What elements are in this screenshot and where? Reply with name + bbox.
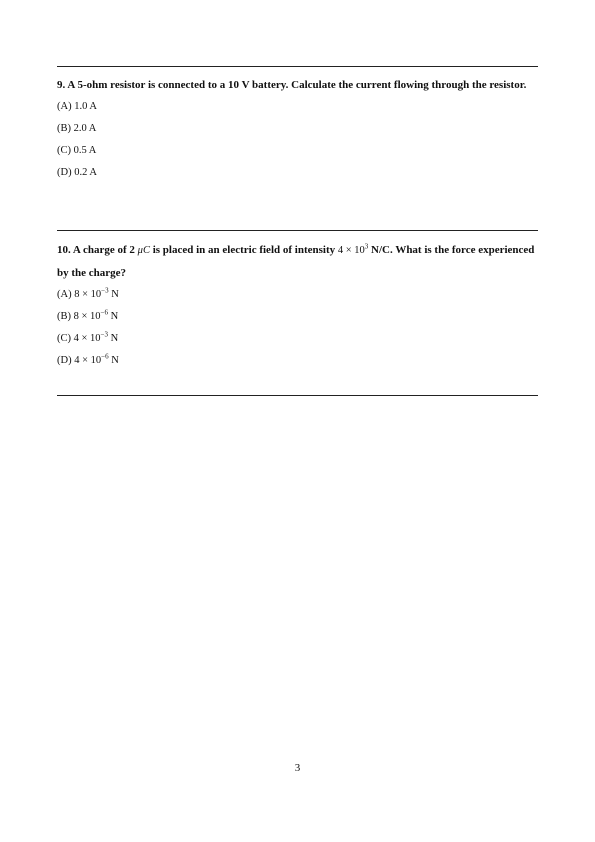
option-value <box>73 330 108 344</box>
exponent: −3 <box>101 286 109 295</box>
option-label: (B) <box>57 311 71 322</box>
option-value <box>74 352 109 366</box>
times-sign: × <box>81 311 88 322</box>
micro-prefix: μ <box>137 245 143 256</box>
question-stem: A 5-ohm resistor is connected to a 10 V battery. Calculate the current flowing through the resistor. <box>67 79 527 91</box>
question-stem-end: What is the force experienced by the charge? <box>57 244 535 279</box>
option-b <box>57 118 538 140</box>
option-label: (C) <box>57 333 71 344</box>
times-sign: × <box>81 333 88 344</box>
field-coefficient: 4 <box>337 245 344 256</box>
option-list <box>57 284 538 372</box>
exponent: −6 <box>100 308 108 317</box>
charge-unit <box>138 245 150 256</box>
option-d <box>57 162 538 184</box>
question-9 <box>57 74 538 184</box>
option-value: 0.5 A <box>73 145 97 156</box>
question-10-text <box>57 239 538 284</box>
option-value <box>73 308 108 322</box>
coefficient: 8 <box>73 311 79 322</box>
option-value <box>74 286 109 300</box>
option-a <box>57 96 538 118</box>
base: 10 <box>90 355 102 366</box>
option-c <box>57 140 538 162</box>
question-stem-start: A charge of 2 <box>72 244 135 256</box>
field-base: 10 <box>354 245 365 256</box>
field-exponent: 3 <box>364 242 369 251</box>
divider-top <box>57 66 538 67</box>
option-label: (A) <box>57 289 72 300</box>
question-number: 9. <box>57 79 66 91</box>
field-intensity-value <box>337 242 369 256</box>
option-d <box>57 350 538 372</box>
coefficient: 8 <box>74 289 80 300</box>
option-c <box>57 328 538 350</box>
divider-bottom <box>57 395 538 396</box>
option-value: 0.2 A <box>74 167 97 178</box>
option-a <box>57 284 538 306</box>
divider-middle <box>57 230 538 231</box>
unit: N <box>110 311 119 322</box>
question-9-text <box>57 74 538 96</box>
option-label: (D) <box>57 167 72 178</box>
unit: N <box>110 333 119 344</box>
exponent: −6 <box>101 352 109 361</box>
option-label: (C) <box>57 145 71 156</box>
base: 10 <box>90 311 101 322</box>
field-unit: N/C. <box>371 244 393 256</box>
question-number: 10. <box>57 244 71 256</box>
unit: N <box>111 355 119 366</box>
question-stem-middle: is placed in an electric field of intensity <box>152 244 336 256</box>
exponent: −3 <box>100 330 108 339</box>
option-value: 1.0 A <box>74 101 97 112</box>
option-label: (A) <box>57 101 72 112</box>
coulomb-symbol: C <box>142 245 150 256</box>
question-10 <box>57 239 538 372</box>
option-value: 2.0 A <box>73 123 97 134</box>
times-sign: × <box>82 355 88 366</box>
coefficient: 4 <box>74 355 80 366</box>
unit: N <box>111 289 119 300</box>
base: 10 <box>90 333 101 344</box>
option-label: (B) <box>57 123 71 134</box>
times-sign: × <box>82 289 88 300</box>
option-label: (D) <box>57 355 72 366</box>
times-sign: × <box>345 245 352 256</box>
base: 10 <box>90 289 102 300</box>
coefficient: 4 <box>73 333 79 344</box>
option-b <box>57 306 538 328</box>
option-list <box>57 96 538 184</box>
page-number: 3 <box>294 762 301 774</box>
